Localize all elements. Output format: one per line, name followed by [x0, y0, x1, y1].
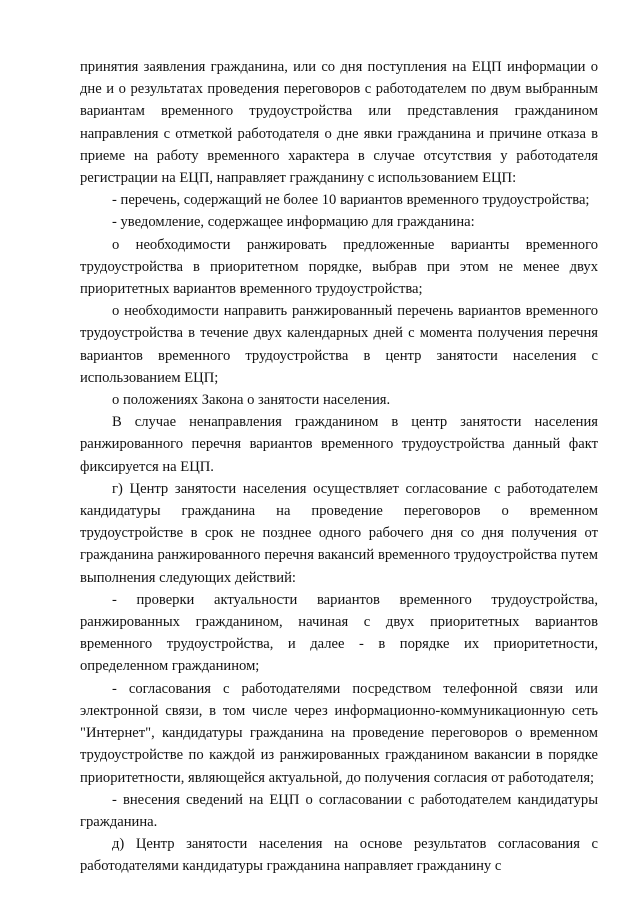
- paragraph-action-record: - внесения сведений на ЕЦП о согласовании с работодателем кандидатуры гражданина.: [80, 791, 598, 830]
- paragraph-notice-ranking: о необходимости ранжировать предложенные варианты временного трудоустройства в приоритетном порядке, выбрав при этом не менее двух приоритетных вариантов временного трудоустройства;: [80, 236, 598, 298]
- paragraph-action-agree: - согласования с работодателями посредством телефонной связи или электронной связи, в том числе через информационно-коммуникационную сеть "Интернет", кандидатуры гражданина на проведение переговоров о временном трудоустройстве по каждой из ранжированных гражданином вакансии в порядке приоритетности, являющейся актуальной, до получения согласия от работодателя;: [80, 680, 598, 786]
- paragraph-action-check: - проверки актуальности вариантов временного трудоустройства, ранжированных гражданином, начиная с двух приоритетных вариантов временного трудоустройства, и далее - в порядке их приоритетности, определенном гражданином;: [80, 591, 598, 675]
- paragraph-non-submission: В случае ненаправления гражданином в центр занятости населения ранжированного перечня вариантов временного трудоустройства данный факт фиксируется на ЕЦП.: [80, 414, 598, 475]
- paragraph-notice-send: о необходимости направить ранжированный перечень вариантов временного трудоустройства в течение двух календарных дней с момента получения перечня вариантов временного трудоустройства в центр занятости населения с использованием ЕЦП;: [80, 303, 598, 386]
- document-page: [80, 56, 598, 878]
- paragraph-list-item-notice: - уведомление, содержащее информацию для гражданина:: [112, 214, 475, 231]
- paragraph-notice-law: о положениях Закона о занятости населения.: [112, 392, 391, 409]
- paragraph-continuation: принятия заявления гражданина, или со дня поступления на ЕЦП информации о дне и о результатах проведения переговоров с работодателем по двум выбранным вариантам временного трудоустройства или представления гражданином направления с отметкой работодателя о дне явки гражданина и причине отказа в приеме на работу временного характера в случае отсутствия у работодателя регистрации на ЕЦП, направляет гражданину с использованием ЕЦП:: [80, 59, 598, 187]
- paragraph-item-g: г) Центр занятости населения осуществляет согласование с работодателем кандидатуры гражданина на проведение переговоров о временном трудоустройстве в срок не позднее одного рабочего дня со дня получения от гражданина ранжированного перечня вакансий временного трудоустройства путем выполнения следующих действий:: [80, 480, 598, 586]
- paragraph-item-d: д) Центр занятости населения на основе результатов согласования с работодателями кандидатуры гражданина направляет гражданину с: [80, 836, 598, 875]
- paragraph-list-item-list: - перечень, содержащий не более 10 вариантов временного трудоустройства;: [112, 192, 590, 209]
